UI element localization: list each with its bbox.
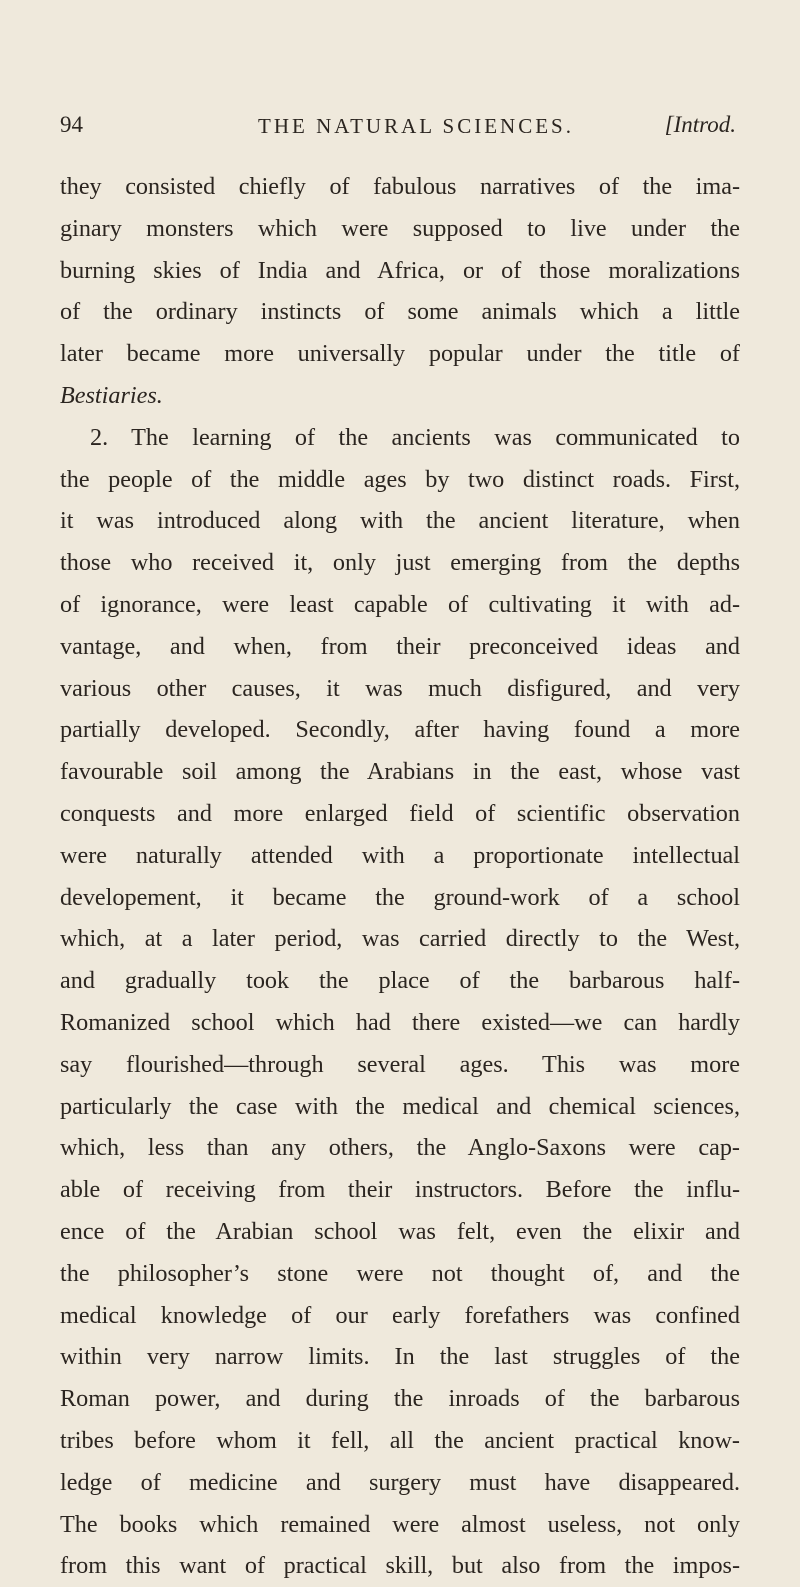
text-line: from this want of practical skill, but also from the impos- bbox=[60, 1552, 740, 1580]
text-line: of ignorance, were least capable of cultivating it with ad- bbox=[60, 590, 740, 618]
text-line: developement, it became the ground-work of a school bbox=[60, 883, 740, 911]
text-line: favourable soil among the Arabians in the east, whose vast bbox=[60, 758, 740, 786]
section-mark: [Introd. bbox=[664, 112, 736, 137]
page-number: 94 bbox=[60, 112, 83, 137]
text-line: it was introduced along with the ancient literature, when bbox=[60, 507, 740, 535]
paragraph-2-start: 2. The learning of the ancients was communicated to bbox=[90, 423, 740, 451]
text-line: vantage, and when, from their preconceived ideas and bbox=[60, 632, 740, 660]
text-line: the people of the middle ages by two distinct roads. First, bbox=[60, 465, 740, 493]
running-title: THE NATURAL SCIENCES. bbox=[258, 114, 574, 138]
text-line: those who received it, only just emerging from the depths bbox=[60, 549, 740, 577]
text-line: say flourished—through several ages. This was more bbox=[60, 1050, 740, 1078]
text-line: later became more universally popular under the title of bbox=[60, 340, 740, 368]
text-line: were naturally attended with a proportionate intellectual bbox=[60, 841, 740, 869]
text-line: of the ordinary instincts of some animals which a little bbox=[60, 298, 740, 326]
text-line: various other causes, it was much disfigured, and very bbox=[60, 674, 740, 702]
text-line: and gradually took the place of the barbarous half- bbox=[60, 967, 740, 995]
text-line: ginary monsters which were supposed to live under the bbox=[60, 214, 740, 242]
text-line: The books which remained were almost useless, not only bbox=[60, 1510, 740, 1538]
text-line: ledge of medicine and surgery must have disappeared. bbox=[60, 1468, 740, 1496]
text-line: medical knowledge of our early forefathers was confined bbox=[60, 1301, 740, 1329]
body-text bbox=[60, 166, 740, 1587]
text-line: burning skies of India and Africa, or of those moralizations bbox=[60, 256, 740, 284]
text-line: ence of the Arabian school was felt, even the elixir and bbox=[60, 1217, 740, 1245]
text-line: conquests and more enlarged field of scientific observation bbox=[60, 799, 740, 827]
text-line: which, at a later period, was carried directly to the West, bbox=[60, 925, 740, 953]
text-line: partially developed. Secondly, after having found a more bbox=[60, 716, 740, 744]
text-line: the philosopher’s stone were not thought of, and the bbox=[60, 1259, 740, 1287]
text-line: Romanized school which had there existed—we can hardly bbox=[60, 1008, 740, 1036]
text-line: able of receiving from their instructors. Before the influ- bbox=[60, 1176, 740, 1204]
running-header bbox=[60, 112, 740, 146]
text-line: within very narrow limits. In the last struggles of the bbox=[60, 1343, 740, 1371]
text-line: which, less than any others, the Anglo-Saxons were cap- bbox=[60, 1134, 740, 1162]
text-line: tribes before whom it fell, all the ancient practical know- bbox=[60, 1426, 740, 1454]
text-line: Roman power, and during the inroads of the barbarous bbox=[60, 1385, 740, 1413]
text-line: particularly the case with the medical and chemical sciences, bbox=[60, 1092, 740, 1120]
text-line-bestiaries: Bestiaries. bbox=[60, 381, 163, 409]
text-line: they consisted chiefly of fabulous narratives of the ima- bbox=[60, 173, 740, 200]
